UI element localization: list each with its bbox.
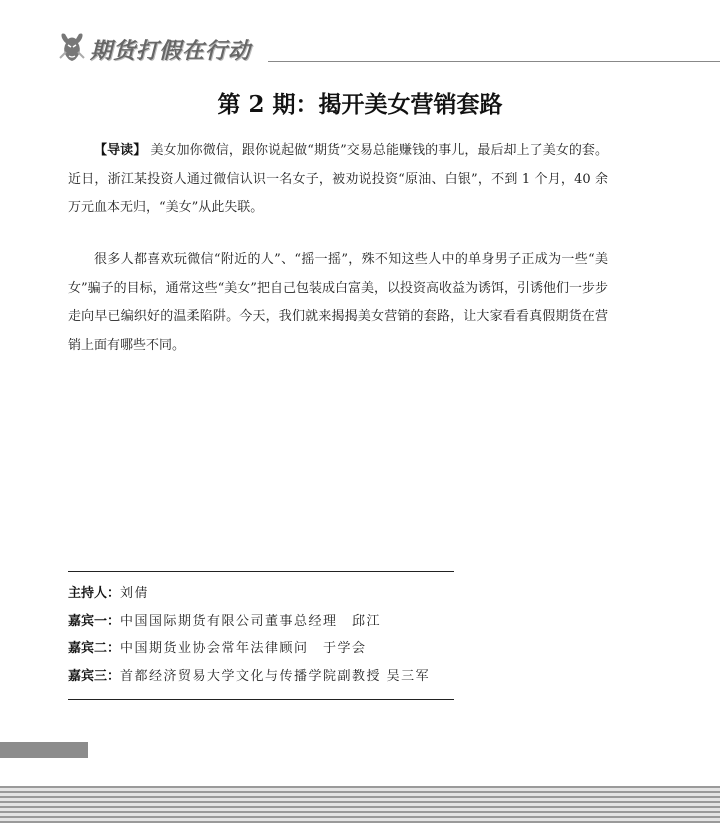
header-divider <box>268 61 720 62</box>
credit-value: 中国国际期货有限公司董事总经理 邱江 <box>120 613 382 629</box>
credit-guest-2 <box>68 635 454 663</box>
credit-role: 嘉宾二： <box>68 641 121 656</box>
article-title: 第 2 期：揭开美女营销套路 <box>217 91 503 118</box>
credit-value: 中国期货业协会常年法律顾问 于学会 <box>120 641 367 656</box>
intro-paragraph <box>68 137 608 223</box>
footer-stripes <box>0 786 720 823</box>
credit-host <box>68 580 454 608</box>
page-header <box>58 30 720 66</box>
credits-box <box>68 571 454 700</box>
body-paragraph: 很多人都喜欢玩微信“附近的人”、“摇一摇”，殊不知这些人中的单身男子正成为一些“美女”骗子的目标，通常这些“美女”把自己包装成白富美，以投资高收益为诱饵，引诱他们一步步走向早已编织好的温柔陷阱。今天，我们就来揭揭美女营销的套路，让大家看看真假期货在营销上面有哪些不同。 <box>68 252 608 353</box>
credit-guest-1 <box>68 608 454 636</box>
intro-tag: 【导读】 <box>94 143 147 158</box>
header-title: 期货打假在行动 <box>90 39 252 64</box>
credit-guest-3 <box>68 663 454 691</box>
bull-icon <box>58 30 86 64</box>
credit-value: 首都经济贸易大学文化与传播学院副教授 吴三军 <box>120 668 431 684</box>
intro-text: 美女加你微信，跟你说起做“期货”交易总能赚钱的事儿，最后却上了美女的套。近日，浙江某投资人通过微信认识一名女子，被劝说投资“原油、白银”，不到 1 个月，40 余万元血本无归，“美女”从此失联。 <box>68 143 608 215</box>
footer-block <box>0 742 88 758</box>
credit-role: 主持人： <box>68 586 121 601</box>
credit-role: 嘉宾三： <box>68 668 121 684</box>
credit-value: 刘倩 <box>120 586 150 601</box>
credit-role: 嘉宾一： <box>68 613 121 629</box>
